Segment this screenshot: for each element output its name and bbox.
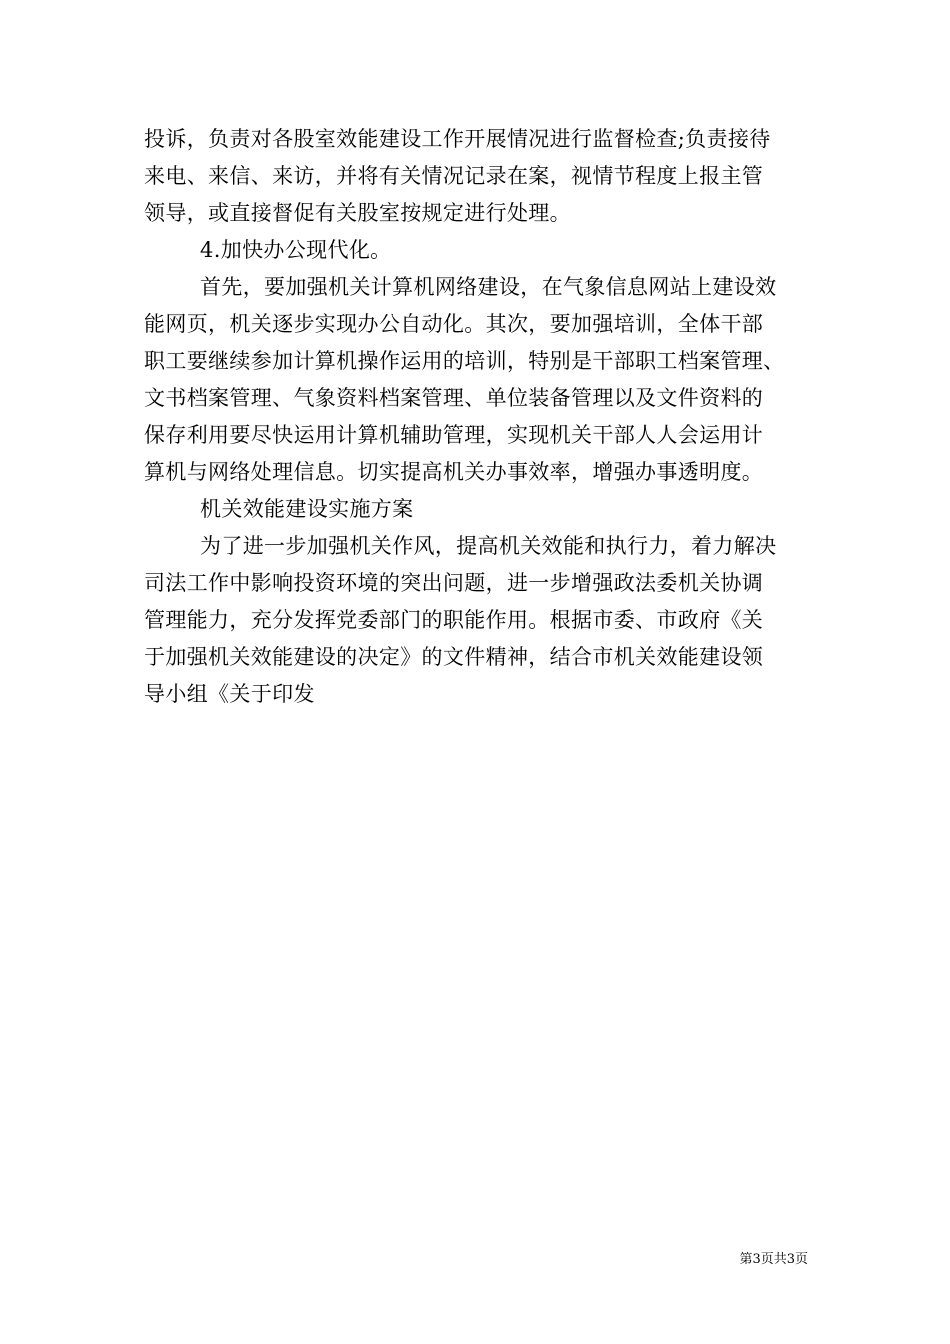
- body-text-line: 投诉，负责对各股室效能建设工作开展情况进行监督检查;负责接待: [144, 127, 771, 151]
- document-body: [144, 121, 808, 713]
- section-heading: 4.加快办公现代化。: [200, 238, 392, 262]
- body-text-line: 为了进一步加强机关作风，提高机关效能和执行力，着力解决: [200, 534, 777, 558]
- body-text-line: 能网页，机关逐步实现办公自动化。其次，要加强培训，全体干部: [144, 312, 764, 336]
- body-text-line: 司法工作中影响投资环境的突出问题，进一步增强政法委机关协调: [144, 571, 764, 595]
- body-text-line: 管理能力，充分发挥党委部门的职能作用。根据市委、市政府《关: [144, 608, 764, 632]
- document-title: 机关效能建设实施方案: [200, 497, 414, 521]
- body-text-line: 首先，要加强机关计算机网络建设，在气象信息网站上建设效: [200, 275, 777, 299]
- body-text-line: 来电、来信、来访，并将有关情况记录在案，视情节程度上报主管: [144, 164, 764, 188]
- body-text-line: 职工要继续参加计算机操作运用的培训，特别是干部职工档案管理、: [144, 349, 785, 373]
- body-text-line: 算机与网络处理信息。切实提高机关办事效率，增强办事透明度。: [144, 460, 764, 484]
- body-text-line: 于加强机关效能建设的决定》的文件精神，结合市机关效能建设领: [144, 645, 764, 669]
- body-text-line: 保存利用要尽快运用计算机辅助管理，实现机关干部人人会运用计: [144, 423, 764, 447]
- body-text-line: 文书档案管理、气象资料档案管理、单位装备管理以及文件资料的: [144, 386, 764, 410]
- page-number-footer: 第3页共3页: [739, 1252, 808, 1267]
- body-text-line: 领导，或直接督促有关股室按规定进行处理。: [144, 201, 571, 225]
- body-text-line: 导小组《关于印发: [144, 682, 315, 706]
